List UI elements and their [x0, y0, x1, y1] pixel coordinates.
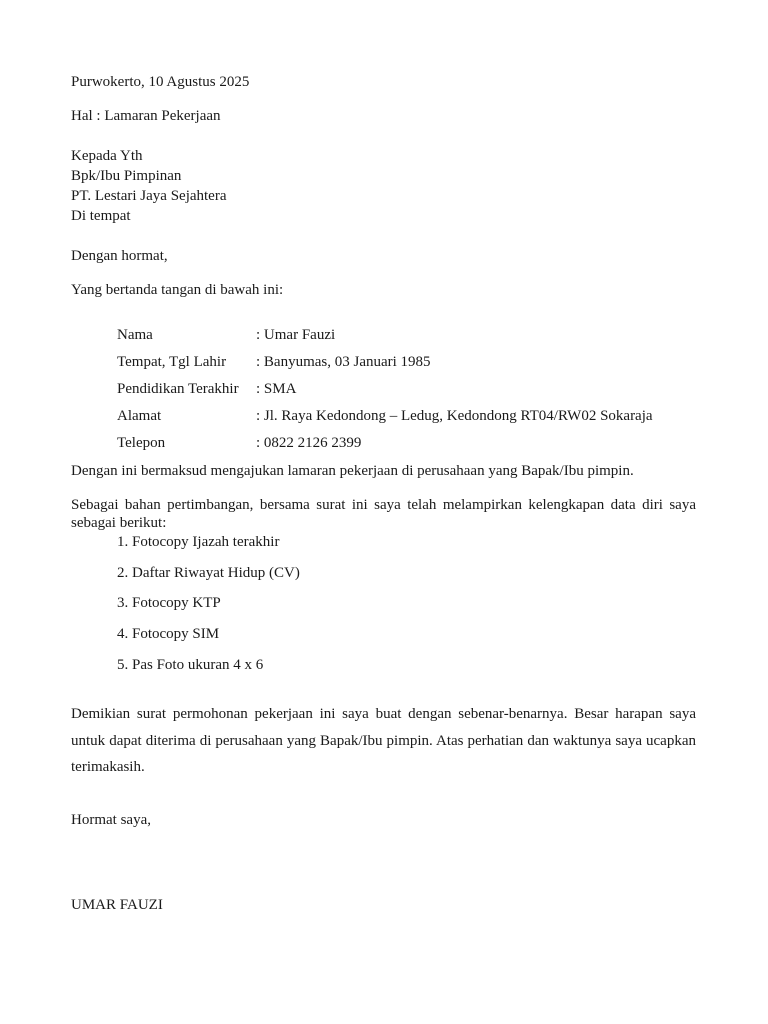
sign-off: Hormat saya,	[71, 812, 151, 828]
closing-paragraph: Demikian surat permohonan pekerjaan ini saya buat dengan sebenar-benarnya. Besar harapan saya untuk dapat diterima di perusahaan yang Bapak/Ibu pimpin. Atas perhatian dan waktunya saya ucapkan terimakasih.	[71, 706, 696, 775]
place-date: Purwokerto, 10 Agustus 2025	[71, 74, 250, 90]
field-label: Pendidikan Terakhir	[117, 381, 239, 397]
attachments-intro: Sebagai bahan pertimbangan, bersama surat ini saya telah melampirkan kelengkapan data diri saya sebagai berikut:	[71, 497, 696, 531]
recipient-line-4: Di tempat	[71, 208, 131, 224]
field-label: Telepon	[117, 435, 166, 451]
field-value: : SMA	[256, 381, 297, 397]
field-value: : 0822 2126 2399	[256, 435, 362, 451]
recipient-line-1: Kepada Yth	[71, 148, 143, 164]
field-value: : Banyumas, 03 Januari 1985	[256, 354, 431, 370]
field-label: Nama	[117, 327, 153, 343]
salutation: Dengan hormat,	[71, 248, 168, 264]
list-item: 2. Daftar Riwayat Hidup (CV)	[117, 564, 300, 581]
list-item: 3. Fotocopy KTP	[117, 595, 221, 612]
list-item: 4. Fotocopy SIM	[117, 626, 220, 643]
purpose-text: Dengan ini bermaksud mengajukan lamaran pekerjaan di perusahaan yang Bapak/Ibu pimpin.	[71, 463, 634, 479]
signer-name: UMAR FAUZI	[71, 897, 163, 913]
recipient-line-3: PT. Lestari Jaya Sejahtera	[71, 188, 227, 204]
list-item: 5. Pas Foto ukuran 4 x 6	[117, 656, 264, 673]
attachments-list	[117, 532, 300, 685]
list-item: 1. Fotocopy Ijazah terakhir	[117, 534, 280, 550]
field-value: : Umar Fauzi	[256, 327, 336, 343]
field-label: Tempat, Tgl Lahir	[117, 354, 227, 370]
recipient-line-2: Bpk/Ibu Pimpinan	[71, 168, 182, 184]
field-value: : Jl. Raya Kedondong – Ledug, Kedondong RT04/RW02 Sokaraja	[256, 408, 653, 424]
intro-text: Yang bertanda tangan di bawah ini:	[71, 282, 284, 298]
field-label: Alamat	[117, 408, 162, 424]
subject-line: Hal : Lamaran Pekerjaan	[71, 108, 221, 124]
